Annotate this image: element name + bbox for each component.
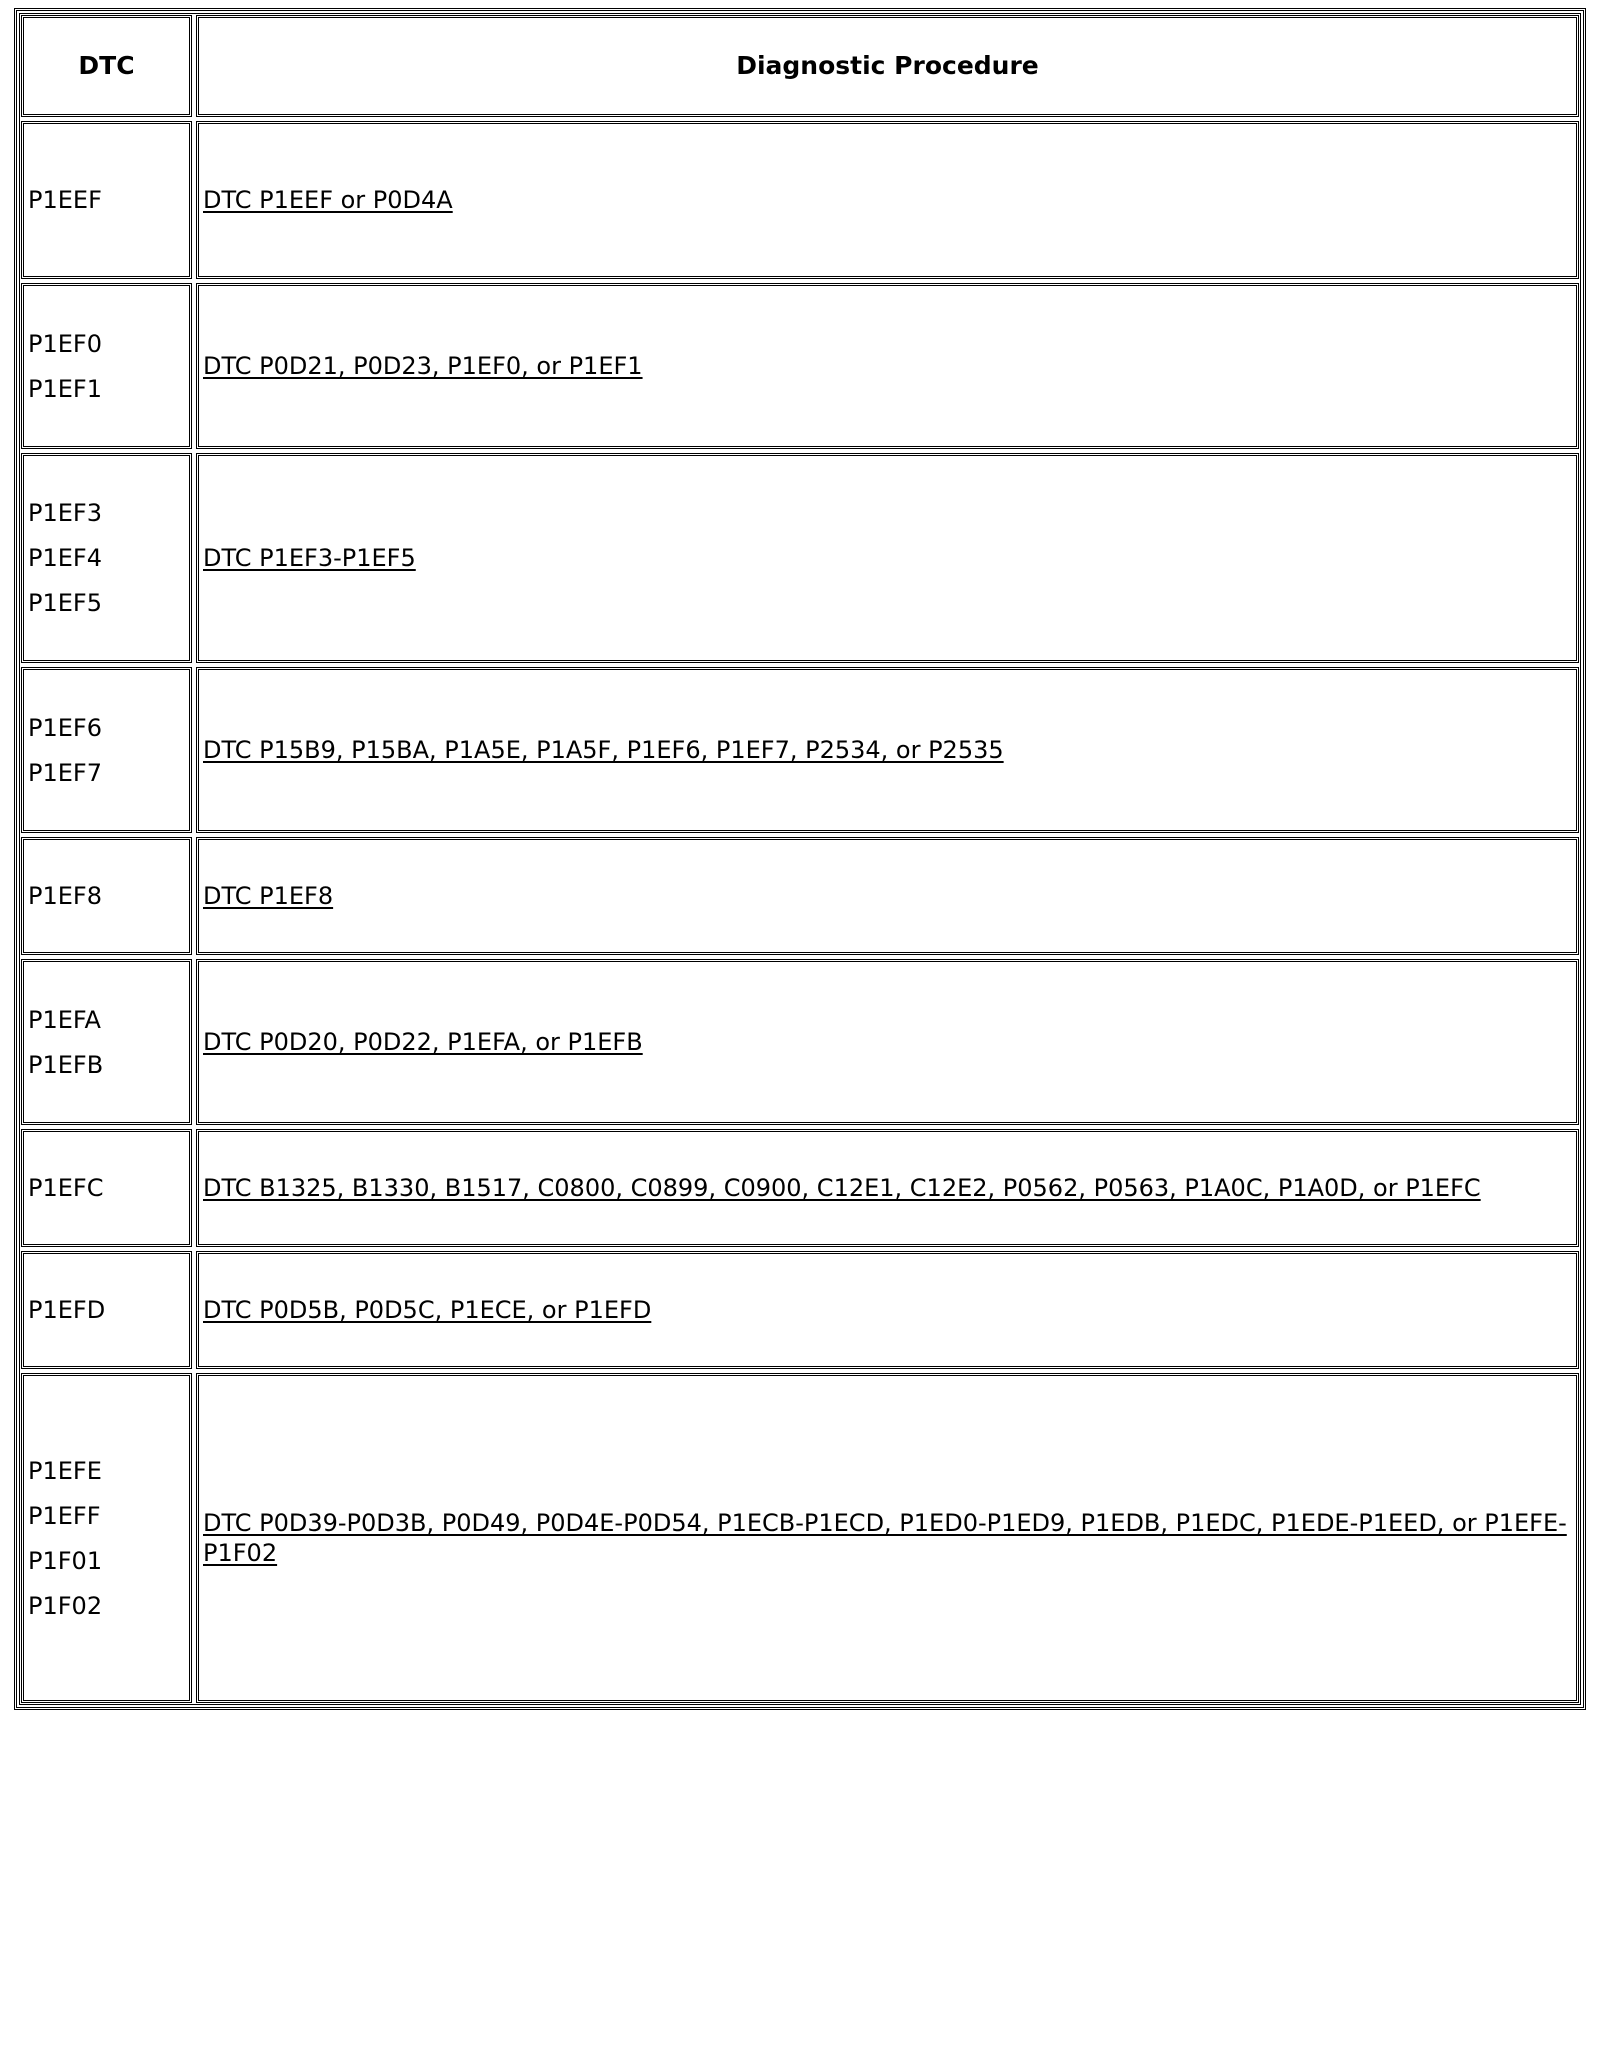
header-row bbox=[21, 15, 1579, 117]
procedure-link[interactable]: DTC P1EEF or P0D4A bbox=[203, 186, 453, 214]
table-body bbox=[21, 121, 1579, 1703]
procedure-cell bbox=[196, 667, 1579, 833]
procedure-cell bbox=[196, 837, 1579, 955]
dtc-code: P1EF6 bbox=[28, 713, 102, 742]
procedure-cell bbox=[196, 1373, 1579, 1703]
dtc-code: P1EF8 bbox=[28, 882, 102, 910]
procedure-link[interactable]: DTC P0D21, P0D23, P1EF0, or P1EF1 bbox=[203, 352, 643, 380]
procedure-cell bbox=[196, 453, 1579, 663]
dtc-code: P1EFB bbox=[28, 1050, 104, 1079]
dtc-code: P1EEF bbox=[28, 186, 102, 214]
dtc-cell bbox=[21, 283, 192, 449]
dtc-code: P1EF4 bbox=[28, 544, 102, 572]
dtc-cell bbox=[21, 1373, 192, 1703]
dtc-code: P1EFA bbox=[28, 1005, 101, 1034]
dtc-code: P1EF0 bbox=[28, 329, 102, 358]
procedure-link[interactable]: DTC P15B9, P15BA, P1A5E, P1A5F, P1EF6, P1EF7, P2534, or P2535 bbox=[203, 736, 1004, 764]
dtc-code: P1EFD bbox=[28, 1296, 106, 1324]
procedure-link[interactable]: DTC B1325, B1330, B1517, C0800, C0899, C0900, C12E1, C12E2, P0562, P0563, P1A0C, P1A0D, or P1EFC bbox=[203, 1174, 1481, 1202]
procedure-link[interactable]: DTC P0D20, P0D22, P1EFA, or P1EFB bbox=[203, 1028, 643, 1056]
dtc-cell bbox=[21, 1251, 192, 1369]
dtc-code: P1F02 bbox=[28, 1591, 103, 1620]
dtc-cell bbox=[21, 121, 192, 279]
dtc-cell bbox=[21, 453, 192, 663]
table-row bbox=[21, 1251, 1579, 1369]
procedure-link[interactable]: DTC P1EF8 bbox=[203, 882, 334, 910]
dtc-code: P1EF3 bbox=[28, 499, 102, 527]
dtc-code: P1EF1 bbox=[28, 374, 102, 403]
table-row bbox=[21, 1129, 1579, 1247]
table-row bbox=[21, 453, 1579, 663]
dtc-column-header: DTC bbox=[21, 15, 192, 117]
procedure-cell bbox=[196, 121, 1579, 279]
table-row bbox=[21, 283, 1579, 449]
procedure-link[interactable]: DTC P1EF3-P1EF5 bbox=[203, 544, 416, 572]
dtc-code: P1EFC bbox=[28, 1174, 104, 1202]
table-row bbox=[21, 837, 1579, 955]
dtc-table bbox=[14, 8, 1586, 1710]
procedure-link[interactable]: DTC P0D5B, P0D5C, P1ECE, or P1EFD bbox=[203, 1296, 652, 1324]
dtc-code: P1EFE bbox=[28, 1456, 102, 1485]
dtc-cell bbox=[21, 1129, 192, 1247]
dtc-cell bbox=[21, 837, 192, 955]
table-row bbox=[21, 667, 1579, 833]
procedure-cell bbox=[196, 283, 1579, 449]
table-row bbox=[21, 121, 1579, 279]
table-row bbox=[21, 959, 1579, 1125]
dtc-code: P1EFF bbox=[28, 1501, 101, 1530]
dtc-code: P1EF7 bbox=[28, 758, 102, 787]
dtc-code: P1EF5 bbox=[28, 589, 102, 617]
procedure-cell bbox=[196, 1129, 1579, 1247]
dtc-cell bbox=[21, 959, 192, 1125]
table-row bbox=[21, 1373, 1579, 1703]
procedure-cell bbox=[196, 959, 1579, 1125]
procedure-link[interactable]: DTC P0D39-P0D3B, P0D49, P0D4E-P0D54, P1ECB-P1ECD, P1ED0-P1ED9, P1EDB, P1EDC, P1EDE-P1EED, or P1EFE-P1F02 bbox=[203, 1509, 1567, 1567]
dtc-cell bbox=[21, 667, 192, 833]
procedure-cell bbox=[196, 1251, 1579, 1369]
dtc-code: P1F01 bbox=[28, 1546, 103, 1575]
procedure-column-header: Diagnostic Procedure bbox=[196, 15, 1579, 117]
